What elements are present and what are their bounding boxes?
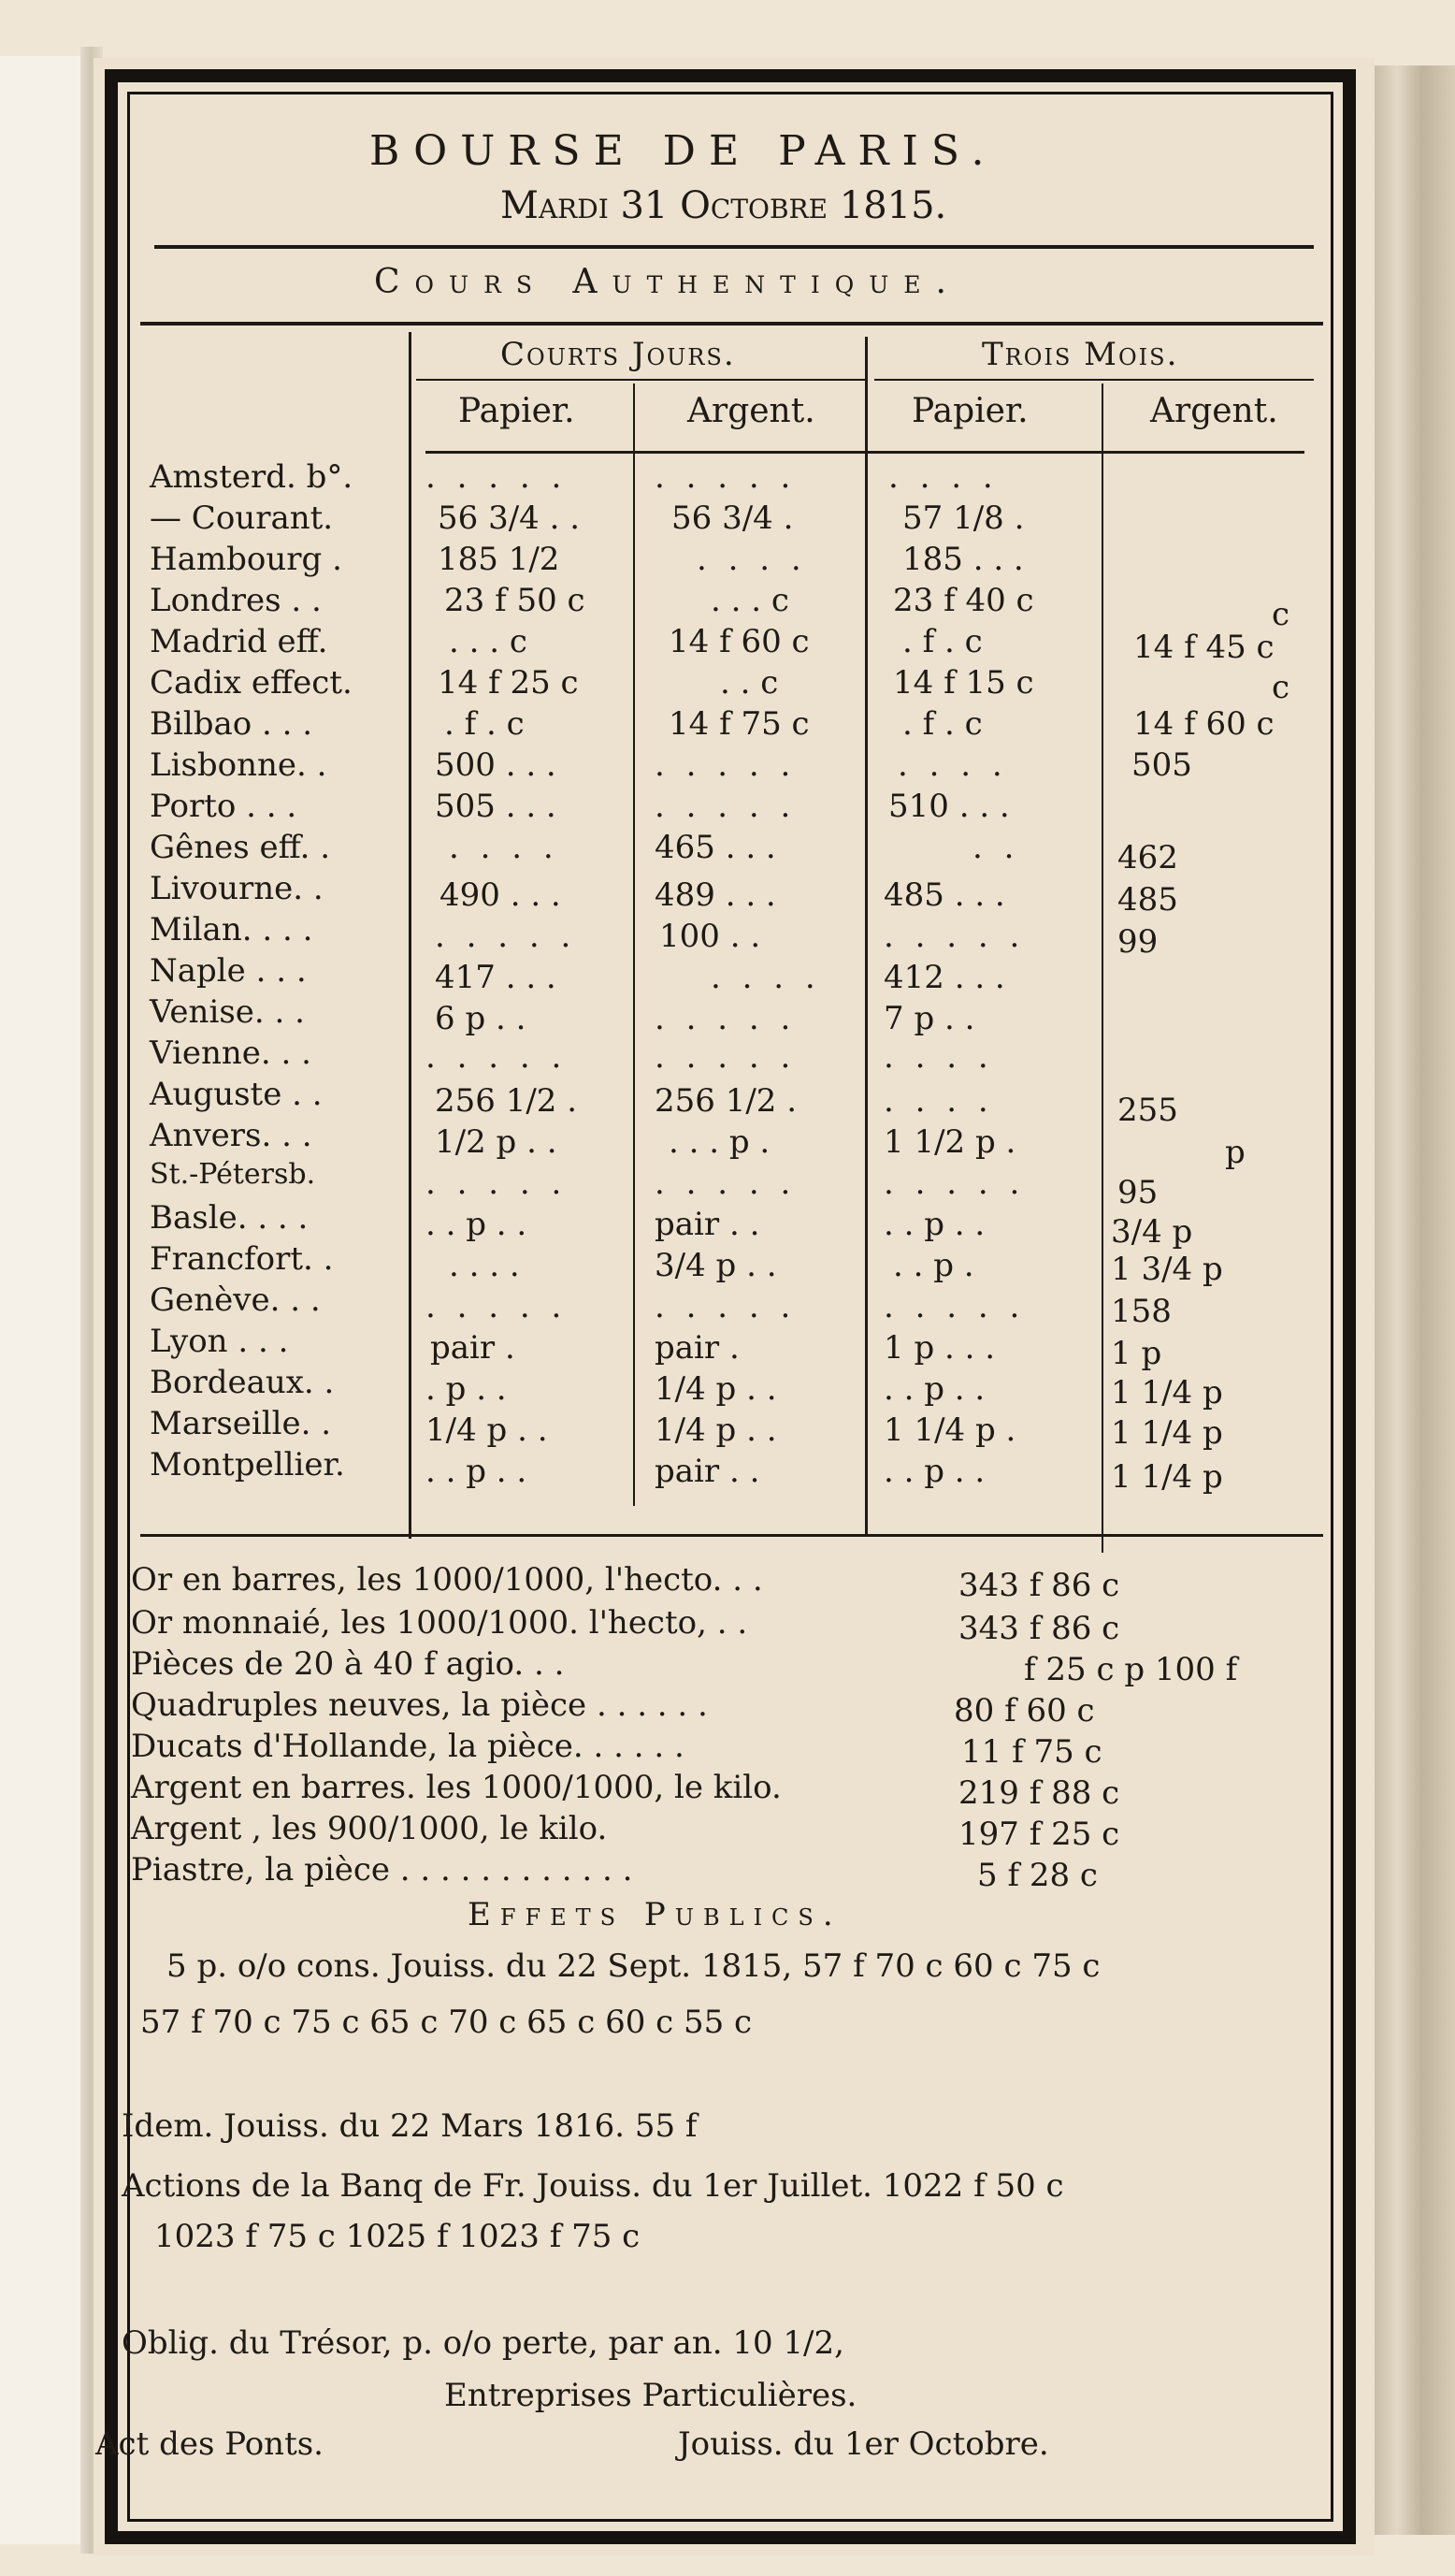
rate-value: 23 f 40 c bbox=[893, 582, 1034, 619]
rate-value: . . . . . bbox=[655, 1000, 797, 1037]
rate-name: Bordeaux. . bbox=[150, 1364, 335, 1401]
rate-value: . . . . . bbox=[655, 1288, 797, 1325]
rate-value: 14 f 75 c bbox=[669, 705, 810, 743]
column-divider-names bbox=[409, 332, 411, 1539]
rate-value: 1/4 p . . bbox=[655, 1370, 777, 1408]
rate-value: 1 1/4 p bbox=[1111, 1414, 1223, 1452]
rate-value: 14 f 25 c bbox=[438, 664, 579, 702]
column-divider-2 bbox=[865, 337, 868, 1534]
metal-label: Piastre, la pièce . . . . . . . . . . . . bbox=[131, 1851, 633, 1889]
col-header-papier-2: Papier. bbox=[912, 392, 1029, 430]
rate-value: p bbox=[1225, 1134, 1246, 1171]
rate-value: 14 f 45 c bbox=[1133, 629, 1275, 666]
idem-line: Idem. Jouiss. du 22 Mars 1816. 55 f bbox=[122, 2107, 698, 2145]
rate-value: c bbox=[1272, 596, 1290, 633]
rate-value: 256 1/2 . bbox=[655, 1082, 798, 1120]
banque-actions-prices: 1023 f 75 c 1025 f 1023 f 75 c bbox=[154, 2218, 641, 2255]
rate-name: Cadix effect. bbox=[150, 664, 353, 702]
effets-publics-heading: Effets Publics. bbox=[468, 1896, 843, 1933]
rate-value: . . p . . bbox=[884, 1206, 986, 1243]
col-header-argent-2: Argent. bbox=[1150, 392, 1278, 430]
rate-value: . . p . . bbox=[425, 1453, 527, 1490]
rate-value: . . . . bbox=[697, 541, 807, 578]
group1-rule bbox=[416, 379, 865, 381]
rate-value: . . . . bbox=[449, 829, 559, 866]
rate-value: 56 3/4 . bbox=[671, 499, 794, 537]
metal-label: Or monnaié, les 1000/1000. l'hecto, . . bbox=[131, 1604, 748, 1642]
rate-value: 1/2 p . . bbox=[435, 1123, 557, 1161]
rate-value: . . . . . bbox=[425, 1288, 568, 1325]
rate-value: . p . . bbox=[425, 1370, 507, 1408]
rate-value: 490 . . . bbox=[439, 876, 561, 914]
rate-value: . . . . . bbox=[425, 1038, 568, 1076]
rate-name: Lyon . . . bbox=[150, 1323, 289, 1360]
metal-value: 5 f 28 c bbox=[977, 1857, 1098, 1894]
rente-prices: 57 f 70 c 75 c 65 c 70 c 65 c 60 c 55 c bbox=[140, 2004, 753, 2041]
rate-value: . . . c bbox=[711, 582, 789, 619]
rate-value: . . . . . bbox=[655, 788, 797, 825]
metal-value: 11 f 75 c bbox=[961, 1733, 1102, 1771]
rate-name: Gênes eff. . bbox=[150, 829, 331, 866]
left-page-edge bbox=[0, 56, 89, 2544]
rate-value: 158 bbox=[1111, 1293, 1172, 1330]
col-header-argent-1: Argent. bbox=[687, 392, 815, 430]
subtitle-rule bbox=[140, 322, 1323, 326]
rate-value: 505 bbox=[1131, 746, 1192, 784]
rate-name: Porto . . . bbox=[150, 788, 297, 825]
rate-value: 56 3/4 . . bbox=[438, 499, 581, 537]
rate-value: 1 1/4 p . bbox=[884, 1411, 1016, 1449]
rate-value: 185 . . . bbox=[902, 541, 1024, 578]
metal-label: Ducats d'Hollande, la pièce. . . . . . bbox=[131, 1728, 684, 1765]
rate-value: 99 bbox=[1117, 923, 1159, 961]
rate-name: Naple . . . bbox=[150, 952, 307, 990]
rate-value: 57 1/8 . bbox=[902, 499, 1025, 537]
rate-value: . . . . . bbox=[655, 1038, 797, 1076]
rate-value: . . . . bbox=[884, 1038, 994, 1076]
rate-value: . . . . bbox=[711, 959, 821, 996]
col-header-papier-1: Papier. bbox=[458, 392, 575, 430]
rate-name: — Courant. bbox=[150, 499, 334, 537]
metal-label: Argent , les 900/1000, le kilo. bbox=[131, 1810, 608, 1847]
rate-value: 14 f 15 c bbox=[893, 664, 1034, 702]
date-line: Mardi 31 Octobre 1815. bbox=[500, 184, 947, 227]
rate-value: 1 1/4 p bbox=[1111, 1458, 1223, 1496]
metal-label: Quadruples neuves, la pièce . . . . . . bbox=[131, 1686, 708, 1724]
tresor-line: Oblig. du Trésor, p. o/o perte, par an. 10 1/2, bbox=[122, 2324, 844, 2362]
group-header-courts-jours: Courts Jours. bbox=[500, 336, 736, 373]
column-divider-3 bbox=[1102, 384, 1103, 1553]
rate-value: . . . . . bbox=[884, 1288, 1026, 1325]
rate-value: 14 f 60 c bbox=[1133, 705, 1275, 743]
rate-value: 510 . . . bbox=[888, 788, 1010, 825]
rate-value: pair . bbox=[430, 1329, 515, 1367]
rate-value: 1 p . . . bbox=[884, 1329, 996, 1367]
rate-value: . . p . . bbox=[425, 1206, 527, 1243]
rate-value: 1 3/4 p bbox=[1111, 1251, 1223, 1288]
metal-label: Or en barres, les 1000/1000, l'hecto. . . bbox=[131, 1561, 763, 1599]
rate-value: 3/4 p bbox=[1111, 1213, 1193, 1251]
rate-value: 256 1/2 . bbox=[435, 1082, 578, 1120]
rate-value: . . . p . bbox=[669, 1123, 771, 1161]
rate-value: . . . . . bbox=[435, 918, 577, 955]
rate-value: 485 . . . bbox=[884, 876, 1005, 914]
rate-name: Venise. . . bbox=[150, 993, 305, 1031]
rate-value: . . . . . bbox=[655, 1165, 797, 1202]
rate-name: Francfort. . bbox=[150, 1240, 334, 1278]
rate-value: 95 bbox=[1117, 1174, 1159, 1211]
metal-label: Pièces de 20 à 40 f agio. . . bbox=[131, 1645, 565, 1683]
rate-name: Lisbonne. . bbox=[150, 746, 327, 784]
table-bottom-rule bbox=[140, 1534, 1323, 1537]
rate-value: pair . . bbox=[655, 1206, 760, 1243]
page-stack-edge bbox=[1373, 65, 1455, 2535]
rate-name: Bilbao . . . bbox=[150, 705, 313, 743]
rate-name: Hambourg . bbox=[150, 541, 342, 578]
rate-value: 500 . . . bbox=[435, 746, 556, 784]
rate-value: 505 . . . bbox=[435, 788, 556, 825]
rate-name: Genève. . . bbox=[150, 1281, 321, 1319]
rate-value: pair . . bbox=[655, 1453, 760, 1490]
rate-name: Amsterd. b°. bbox=[150, 458, 353, 496]
metal-value: 197 f 25 c bbox=[958, 1816, 1120, 1853]
rate-value: . . . . . bbox=[884, 918, 1026, 955]
rate-value: 1 p bbox=[1111, 1335, 1162, 1372]
rate-value: . . . . . bbox=[884, 1165, 1026, 1202]
banque-actions-line: Actions de la Banq de Fr. Jouiss. du 1er Juillet. 1022 f 50 c bbox=[122, 2167, 1064, 2205]
rate-value: . . bbox=[972, 829, 1020, 866]
rate-value: . . . . . bbox=[655, 458, 797, 496]
rate-name: Auguste . . bbox=[150, 1076, 323, 1113]
rate-value: 489 . . . bbox=[655, 876, 776, 914]
rate-value: 1 1/4 p bbox=[1111, 1374, 1223, 1411]
rate-value: 412 . . . bbox=[884, 959, 1005, 996]
rate-name: St.-Pétersb. bbox=[150, 1158, 316, 1191]
rate-value: 465 . . . bbox=[655, 829, 776, 866]
rate-value: c bbox=[1272, 669, 1290, 706]
rate-value: 14 f 60 c bbox=[669, 623, 810, 660]
rate-value: 185 1/2 bbox=[438, 541, 560, 578]
rate-value: 1 1/2 p . bbox=[884, 1123, 1016, 1161]
group-header-trois-mois: Trois Mois. bbox=[982, 336, 1179, 373]
rate-value: 1/4 p . . bbox=[425, 1411, 548, 1449]
rate-value: . . . . . bbox=[655, 746, 797, 784]
group2-rule bbox=[874, 379, 1314, 381]
rate-name: Livourne. . bbox=[150, 870, 324, 907]
metal-value: f 25 c p 100 f bbox=[1024, 1651, 1238, 1688]
page-title: BOURSE DE PARIS. bbox=[369, 127, 998, 175]
rate-value: . . . c bbox=[449, 623, 527, 660]
rate-value: . . . . bbox=[449, 1247, 520, 1284]
rate-value: 7 p . . bbox=[884, 1000, 975, 1037]
rate-value: . . p . bbox=[893, 1247, 974, 1284]
metal-label: Argent en barres. les 1000/1000, le kilo. bbox=[131, 1769, 782, 1806]
rate-name: Anvers. . . bbox=[150, 1117, 312, 1154]
rate-value: 100 . . bbox=[659, 918, 761, 955]
rate-value: 462 bbox=[1117, 839, 1178, 876]
rate-value: . f . c bbox=[444, 705, 525, 743]
rate-value: 485 bbox=[1117, 881, 1178, 919]
rente-line: 5 p. o/o cons. Jouiss. du 22 Sept. 1815, 57 f 70 c 60 c 75 c bbox=[166, 1947, 1101, 1985]
rate-value: . f . c bbox=[902, 705, 983, 743]
metal-value: 343 f 86 c bbox=[958, 1567, 1120, 1604]
metal-value: 80 f 60 c bbox=[954, 1692, 1095, 1729]
metal-value: 343 f 86 c bbox=[958, 1610, 1120, 1647]
section-subtitle: Cours Authentique. bbox=[374, 263, 961, 301]
entreprises-heading: Entreprises Particulières. bbox=[444, 2377, 857, 2414]
rate-value: . . . . . bbox=[425, 458, 568, 496]
rate-value: . f . c bbox=[902, 623, 983, 660]
rate-name: Marseille. . bbox=[150, 1405, 332, 1442]
header-rule bbox=[154, 245, 1314, 249]
column-divider-1 bbox=[633, 384, 635, 1506]
rate-value: 23 f 50 c bbox=[444, 582, 585, 619]
rate-value: 417 . . . bbox=[435, 959, 556, 996]
rate-value: . . . . bbox=[884, 1082, 994, 1120]
rate-value: . . c bbox=[720, 664, 779, 702]
rate-name: Londres . . bbox=[150, 582, 322, 619]
rate-name: Montpellier. bbox=[150, 1446, 345, 1483]
rate-value: pair . bbox=[655, 1329, 740, 1367]
rate-value: . . p . . bbox=[884, 1453, 986, 1490]
ponts-jouissance: Jouiss. du 1er Octobre. bbox=[678, 2425, 1049, 2463]
rate-name: Basle. . . . bbox=[150, 1199, 309, 1237]
rate-value: 6 p . . bbox=[435, 1000, 526, 1037]
metal-value: 219 f 88 c bbox=[958, 1774, 1120, 1812]
rate-name: Vienne. . . bbox=[150, 1035, 311, 1072]
rate-value: . . p . . bbox=[884, 1370, 986, 1408]
rate-value: . . . . . bbox=[425, 1165, 568, 1202]
rate-name: Madrid eff. bbox=[150, 623, 328, 660]
ponts-label: Act des Ponts. bbox=[95, 2425, 324, 2463]
rate-value: 3/4 p . . bbox=[655, 1247, 777, 1284]
rate-value: . . . . bbox=[888, 458, 999, 496]
rate-value: 255 bbox=[1117, 1092, 1178, 1129]
rate-value: . . . . bbox=[898, 746, 1008, 784]
rate-name: Milan. . . . bbox=[150, 911, 313, 948]
rate-value: 1/4 p . . bbox=[655, 1411, 777, 1449]
